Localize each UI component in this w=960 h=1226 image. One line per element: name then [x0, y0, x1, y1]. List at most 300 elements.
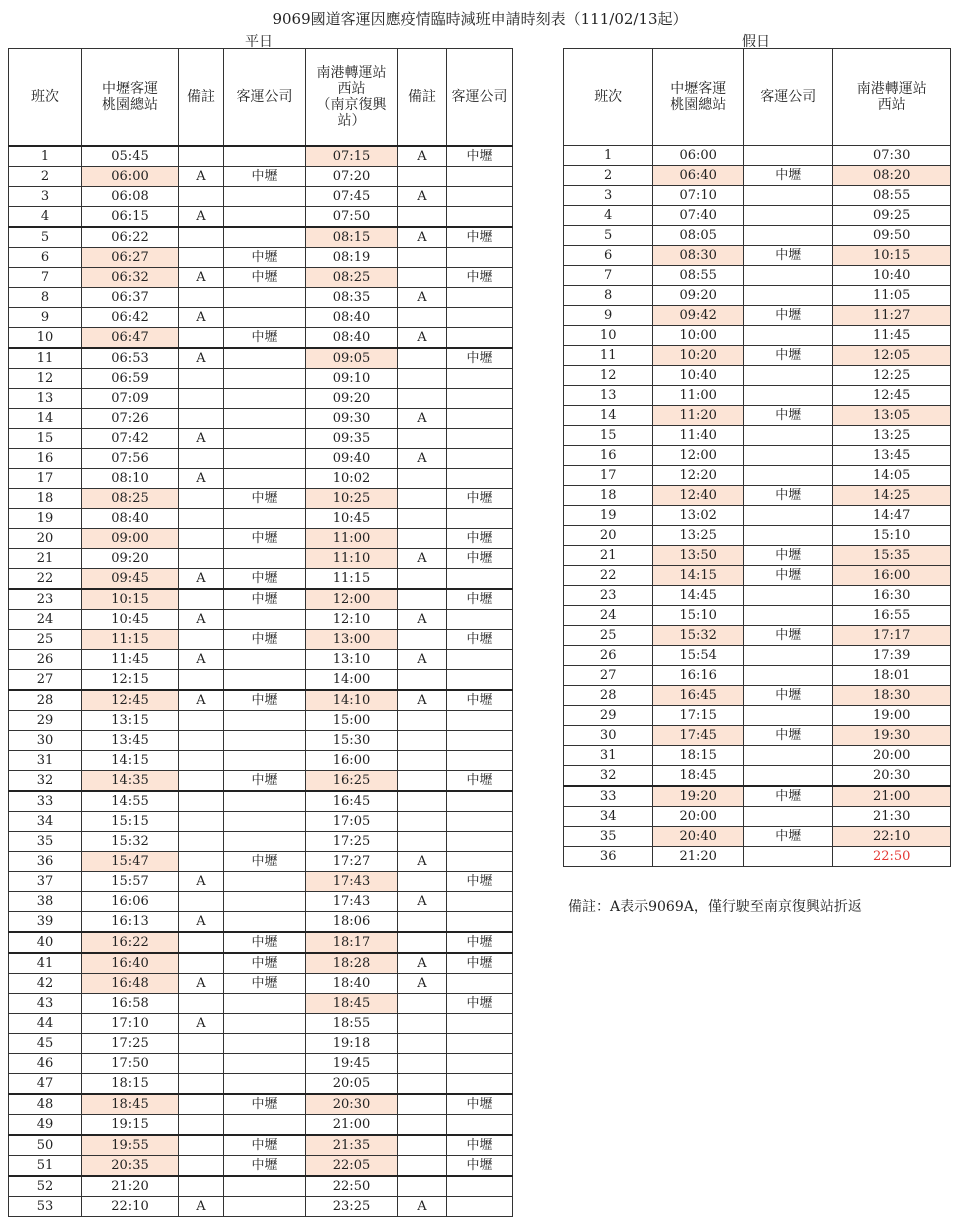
arrival-time: 14:10	[306, 690, 398, 711]
departure-time: 19:20	[653, 786, 744, 807]
trip-number: 51	[9, 1156, 82, 1177]
departure-company	[224, 207, 306, 228]
arrival-time: 18:45	[306, 994, 398, 1014]
departure-remark	[179, 549, 224, 569]
departure-time: 11:20	[653, 406, 744, 426]
departure-time: 06:27	[82, 248, 179, 268]
trip-number: 26	[9, 650, 82, 670]
departure-time: 17:45	[653, 726, 744, 746]
arrival-time: 08:20	[833, 166, 951, 186]
departure-time: 19:15	[82, 1115, 179, 1136]
departure-remark	[179, 589, 224, 610]
departure-company	[224, 509, 306, 529]
table-row	[9, 529, 513, 549]
arrival-time: 22:50	[306, 1176, 398, 1197]
table-row	[564, 666, 951, 686]
table-row	[9, 369, 513, 389]
header-departure-remark: 備註	[179, 49, 224, 147]
departure-time: 09:20	[653, 286, 744, 306]
departure-time: 14:45	[653, 586, 744, 606]
company: 中壢	[744, 726, 833, 746]
arrival-time: 15:30	[306, 731, 398, 751]
trip-number: 52	[9, 1176, 82, 1197]
departure-remark: A	[179, 348, 224, 369]
departure-time: 15:15	[82, 812, 179, 832]
trip-number: 1	[9, 146, 82, 167]
departure-remark	[179, 328, 224, 349]
trip-number: 7	[564, 266, 653, 286]
departure-company	[224, 369, 306, 389]
arrival-company	[447, 912, 513, 933]
departure-company	[224, 389, 306, 409]
departure-time: 21:20	[82, 1176, 179, 1197]
trip-number: 28	[9, 690, 82, 711]
table-row	[9, 1115, 513, 1136]
arrival-remark: A	[398, 953, 447, 974]
trip-number: 10	[9, 328, 82, 349]
departure-company	[224, 409, 306, 429]
trip-number: 21	[564, 546, 653, 566]
company	[744, 666, 833, 686]
departure-company	[224, 711, 306, 731]
departure-time: 15:57	[82, 872, 179, 892]
arrival-remark	[398, 812, 447, 832]
departure-remark: A	[179, 569, 224, 590]
table-row	[9, 409, 513, 429]
arrival-remark	[398, 589, 447, 610]
departure-time: 09:45	[82, 569, 179, 590]
arrival-company: 中壢	[447, 529, 513, 549]
arrival-time: 07:30	[833, 146, 951, 166]
departure-time: 06:00	[82, 167, 179, 187]
table-row	[9, 187, 513, 207]
arrival-company	[447, 852, 513, 872]
departure-company: 中壢	[224, 1156, 306, 1177]
table-row	[9, 791, 513, 812]
trip-number: 47	[9, 1074, 82, 1095]
arrival-time: 13:45	[833, 446, 951, 466]
departure-time: 16:22	[82, 932, 179, 953]
arrival-time: 17:17	[833, 626, 951, 646]
arrival-time: 16:30	[833, 586, 951, 606]
arrival-time: 18:30	[833, 686, 951, 706]
arrival-remark: A	[398, 187, 447, 207]
arrival-remark	[398, 731, 447, 751]
departure-remark	[179, 1115, 224, 1136]
departure-time: 08:10	[82, 469, 179, 489]
arrival-company	[447, 1176, 513, 1197]
arrival-time: 15:00	[306, 711, 398, 731]
trip-number: 18	[564, 486, 653, 506]
arrival-company	[447, 409, 513, 429]
departure-company	[224, 670, 306, 691]
company: 中壢	[744, 686, 833, 706]
arrival-time: 08:40	[306, 308, 398, 328]
table-row	[564, 566, 951, 586]
departure-remark	[179, 146, 224, 167]
company	[744, 326, 833, 346]
departure-company	[224, 832, 306, 852]
table-row	[564, 446, 951, 466]
arrival-company	[447, 892, 513, 912]
departure-time: 06:08	[82, 187, 179, 207]
arrival-remark	[398, 872, 447, 892]
departure-time: 20:00	[653, 807, 744, 827]
trip-number: 39	[9, 912, 82, 933]
arrival-remark: A	[398, 1197, 447, 1217]
arrival-remark	[398, 389, 447, 409]
departure-remark: A	[179, 1197, 224, 1217]
table-row	[564, 746, 951, 766]
company	[744, 226, 833, 246]
company	[744, 766, 833, 787]
arrival-company: 中壢	[447, 1094, 513, 1115]
departure-remark: A	[179, 974, 224, 994]
table-row	[564, 486, 951, 506]
departure-time: 06:15	[82, 207, 179, 228]
arrival-remark	[398, 489, 447, 509]
trip-number: 5	[564, 226, 653, 246]
departure-time: 22:10	[82, 1197, 179, 1217]
departure-time: 06:22	[82, 227, 179, 248]
table-row	[9, 429, 513, 449]
departure-time: 10:15	[82, 589, 179, 610]
arrival-remark	[398, 429, 447, 449]
arrival-time: 07:45	[306, 187, 398, 207]
departure-remark	[179, 449, 224, 469]
trip-number: 53	[9, 1197, 82, 1217]
departure-time: 06:42	[82, 308, 179, 328]
table-row	[9, 1197, 513, 1217]
table-row	[9, 872, 513, 892]
arrival-time: 08:25	[306, 268, 398, 288]
arrival-time: 09:35	[306, 429, 398, 449]
arrival-time: 14:25	[833, 486, 951, 506]
departure-time: 06:59	[82, 369, 179, 389]
arrival-company	[447, 791, 513, 812]
trip-number: 24	[564, 606, 653, 626]
arrival-time: 09:05	[306, 348, 398, 369]
arrival-time: 07:50	[306, 207, 398, 228]
trip-number: 36	[9, 852, 82, 872]
arrival-remark	[398, 630, 447, 650]
arrival-company	[447, 1197, 513, 1217]
departure-time: 18:15	[82, 1074, 179, 1095]
company	[744, 426, 833, 446]
table-row	[9, 348, 513, 369]
departure-company	[224, 1054, 306, 1074]
arrival-company	[447, 429, 513, 449]
arrival-company	[447, 1074, 513, 1095]
table-row	[9, 489, 513, 509]
departure-time: 13:50	[653, 546, 744, 566]
departure-time: 15:47	[82, 852, 179, 872]
table-row	[9, 549, 513, 569]
arrival-time: 11:15	[306, 569, 398, 590]
departure-company: 中壢	[224, 489, 306, 509]
company: 中壢	[744, 346, 833, 366]
trip-number: 33	[564, 786, 653, 807]
arrival-remark	[398, 348, 447, 369]
arrival-remark	[398, 932, 447, 953]
arrival-time: 18:28	[306, 953, 398, 974]
arrival-remark: A	[398, 974, 447, 994]
table-row	[564, 386, 951, 406]
departure-remark: A	[179, 650, 224, 670]
table-row	[564, 546, 951, 566]
departure-company: 中壢	[224, 167, 306, 187]
departure-time: 10:00	[653, 326, 744, 346]
arrival-time: 16:45	[306, 791, 398, 812]
departure-remark	[179, 529, 224, 549]
trip-number: 45	[9, 1034, 82, 1054]
company	[744, 506, 833, 526]
arrival-time: 09:30	[306, 409, 398, 429]
departure-time: 14:55	[82, 791, 179, 812]
arrival-time: 17:39	[833, 646, 951, 666]
arrival-remark	[398, 369, 447, 389]
departure-remark	[179, 630, 224, 650]
trip-number: 46	[9, 1054, 82, 1074]
trip-number: 19	[564, 506, 653, 526]
table-row	[9, 1014, 513, 1034]
trip-number: 40	[9, 932, 82, 953]
departure-company	[224, 288, 306, 308]
arrival-time: 14:05	[833, 466, 951, 486]
table-row	[9, 1156, 513, 1177]
arrival-company: 中壢	[447, 932, 513, 953]
trip-number: 9	[9, 308, 82, 328]
arrival-time: 21:00	[833, 786, 951, 807]
departure-company	[224, 1034, 306, 1054]
arrival-remark	[398, 308, 447, 328]
header-company: 客運公司	[744, 49, 833, 146]
departure-company	[224, 146, 306, 167]
departure-company	[224, 912, 306, 933]
departure-company	[224, 1115, 306, 1136]
trip-number: 28	[564, 686, 653, 706]
departure-company: 中壢	[224, 932, 306, 953]
company	[744, 706, 833, 726]
arrival-company	[447, 650, 513, 670]
arrival-remark	[398, 771, 447, 792]
departure-time: 17:10	[82, 1014, 179, 1034]
trip-number: 24	[9, 610, 82, 630]
company: 中壢	[744, 486, 833, 506]
arrival-remark	[398, 1094, 447, 1115]
departure-remark: A	[179, 610, 224, 630]
table-row	[564, 426, 951, 446]
arrival-remark: A	[398, 146, 447, 167]
table-row	[9, 1054, 513, 1074]
departure-company	[224, 1197, 306, 1217]
arrival-company	[447, 308, 513, 328]
departure-remark	[179, 1135, 224, 1156]
arrival-company	[447, 569, 513, 590]
trip-number: 7	[9, 268, 82, 288]
company	[744, 746, 833, 766]
arrival-company: 中壢	[447, 690, 513, 711]
departure-time: 11:45	[82, 650, 179, 670]
header-departure-station: 中壢客運 桃園總站	[82, 49, 179, 147]
trip-number: 38	[9, 892, 82, 912]
company	[744, 206, 833, 226]
table-row	[9, 610, 513, 630]
table-row	[9, 690, 513, 711]
header-trip-no: 班次	[564, 49, 653, 146]
departure-time: 17:25	[82, 1034, 179, 1054]
holiday-label: 假日	[742, 34, 770, 50]
arrival-time: 13:25	[833, 426, 951, 446]
arrival-remark	[398, 1034, 447, 1054]
arrival-remark: A	[398, 409, 447, 429]
departure-remark: A	[179, 912, 224, 933]
company	[744, 446, 833, 466]
arrival-company	[447, 1115, 513, 1136]
departure-time: 10:45	[82, 610, 179, 630]
company: 中壢	[744, 306, 833, 326]
company: 中壢	[744, 786, 833, 807]
arrival-time: 11:00	[306, 529, 398, 549]
arrival-time: 10:45	[306, 509, 398, 529]
trip-number: 2	[564, 166, 653, 186]
departure-time: 20:35	[82, 1156, 179, 1177]
trip-number: 12	[9, 369, 82, 389]
holiday-timetable	[563, 48, 951, 867]
trip-number: 15	[9, 429, 82, 449]
departure-remark	[179, 832, 224, 852]
remarks-note: 備註：A表示9069A，僅行駛至南京復興站折返	[568, 899, 862, 915]
departure-time: 07:26	[82, 409, 179, 429]
trip-number: 29	[564, 706, 653, 726]
arrival-time: 21:00	[306, 1115, 398, 1136]
arrival-remark	[398, 1156, 447, 1177]
trip-number: 29	[9, 711, 82, 731]
departure-time: 08:30	[653, 246, 744, 266]
arrival-time: 10:40	[833, 266, 951, 286]
departure-time: 14:15	[82, 751, 179, 771]
departure-company: 中壢	[224, 1135, 306, 1156]
arrival-remark	[398, 1135, 447, 1156]
departure-remark	[179, 1074, 224, 1095]
table-row	[9, 953, 513, 974]
arrival-time: 08:35	[306, 288, 398, 308]
departure-company	[224, 751, 306, 771]
departure-company: 中壢	[224, 1094, 306, 1115]
departure-time: 16:13	[82, 912, 179, 933]
arrival-remark	[398, 994, 447, 1014]
table-row	[9, 268, 513, 288]
arrival-time: 10:02	[306, 469, 398, 489]
header-arrival-remark: 備註	[398, 49, 447, 147]
company	[744, 186, 833, 206]
arrival-remark	[398, 711, 447, 731]
table-row	[564, 847, 951, 867]
departure-company	[224, 429, 306, 449]
header-trip-no: 班次	[9, 49, 82, 147]
departure-time: 14:15	[653, 566, 744, 586]
trip-number: 19	[9, 509, 82, 529]
departure-remark	[179, 389, 224, 409]
departure-company	[224, 791, 306, 812]
arrival-time: 09:25	[833, 206, 951, 226]
arrival-time: 16:00	[306, 751, 398, 771]
departure-time: 11:40	[653, 426, 744, 446]
trip-number: 35	[564, 827, 653, 847]
trip-number: 10	[564, 326, 653, 346]
departure-remark	[179, 1054, 224, 1074]
departure-remark: A	[179, 872, 224, 892]
departure-company	[224, 872, 306, 892]
trip-number: 13	[9, 389, 82, 409]
arrival-remark: A	[398, 690, 447, 711]
company	[744, 466, 833, 486]
arrival-time: 09:20	[306, 389, 398, 409]
departure-company	[224, 187, 306, 207]
table-row	[9, 308, 513, 328]
arrival-time: 23:25	[306, 1197, 398, 1217]
table-row	[564, 626, 951, 646]
trip-number: 1	[564, 146, 653, 166]
arrival-time: 19:18	[306, 1034, 398, 1054]
arrival-company: 中壢	[447, 227, 513, 248]
departure-time: 06:37	[82, 288, 179, 308]
arrival-company	[447, 974, 513, 994]
arrival-time: 08:19	[306, 248, 398, 268]
departure-time: 13:45	[82, 731, 179, 751]
departure-remark: A	[179, 268, 224, 288]
arrival-time: 20:30	[833, 766, 951, 787]
departure-remark: A	[179, 167, 224, 187]
trip-number: 25	[564, 626, 653, 646]
arrival-time: 11:05	[833, 286, 951, 306]
trip-number: 9	[564, 306, 653, 326]
departure-remark	[179, 489, 224, 509]
header-arrival-station: 南港轉運站 西站	[833, 49, 951, 146]
header-arrival-station: 南港轉運站 西站 （南京復興 站）	[306, 49, 398, 147]
departure-company	[224, 449, 306, 469]
table-row	[564, 186, 951, 206]
arrival-company	[447, 711, 513, 731]
table-row	[564, 206, 951, 226]
arrival-time: 16:55	[833, 606, 951, 626]
arrival-time: 19:00	[833, 706, 951, 726]
departure-time: 15:32	[82, 832, 179, 852]
table-row	[564, 827, 951, 847]
departure-remark	[179, 994, 224, 1014]
arrival-company	[447, 812, 513, 832]
departure-company	[224, 1074, 306, 1095]
company	[744, 606, 833, 626]
arrival-time: 17:25	[306, 832, 398, 852]
trip-number: 26	[564, 646, 653, 666]
departure-remark	[179, 409, 224, 429]
departure-remark: A	[179, 207, 224, 228]
table-row	[564, 726, 951, 746]
departure-company: 中壢	[224, 630, 306, 650]
trip-number: 44	[9, 1014, 82, 1034]
table-row	[9, 1034, 513, 1054]
table-row	[9, 670, 513, 691]
departure-time: 08:05	[653, 226, 744, 246]
trip-number: 12	[564, 366, 653, 386]
table-row	[9, 207, 513, 228]
trip-number: 21	[9, 549, 82, 569]
departure-remark	[179, 771, 224, 792]
departure-time: 09:20	[82, 549, 179, 569]
trip-number: 49	[9, 1115, 82, 1136]
arrival-time: 21:35	[306, 1135, 398, 1156]
